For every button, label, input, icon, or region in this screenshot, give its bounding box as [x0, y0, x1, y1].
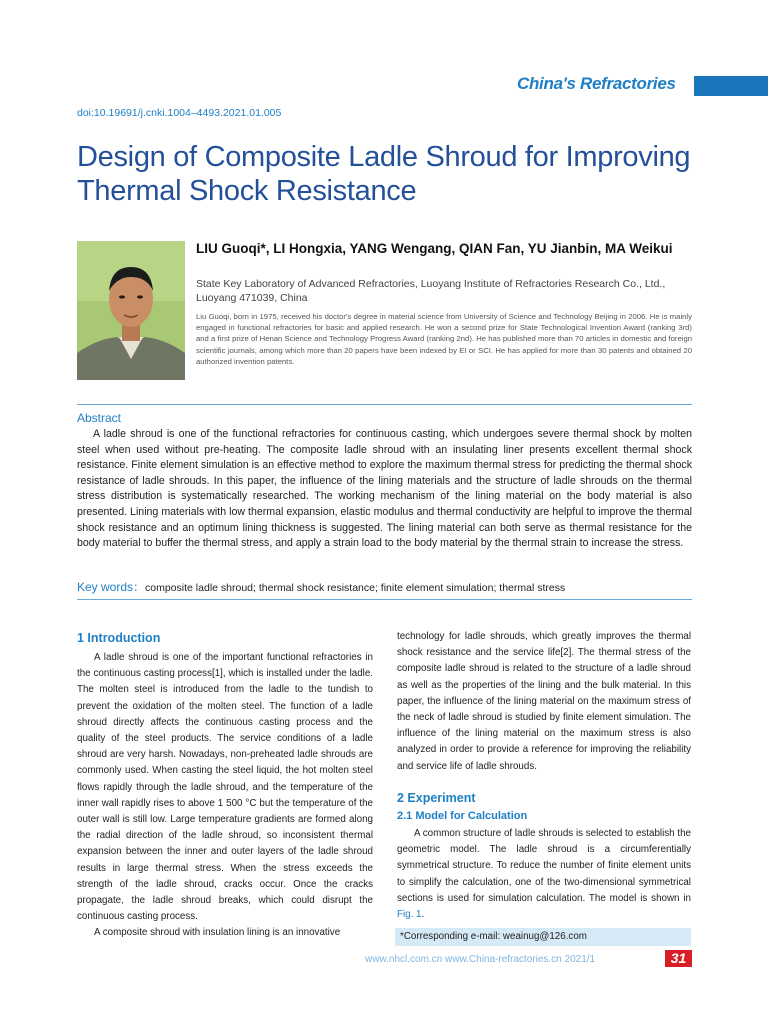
doi-link[interactable]: doi:10.19691/j.cnki.1004–4493.2021.01.005 [77, 107, 282, 119]
section-2-heading: 2 Experiment [397, 791, 476, 805]
footer-sites: www.nhcl.com.cn www.China-refractories.cn 2021/1 [365, 954, 596, 965]
journal-name: China's Refractories [517, 74, 676, 93]
author-portrait-image [77, 241, 185, 380]
article-title: Design of Composite Ladle Shroud for Improving Thermal Shock Resistance [77, 141, 691, 207]
keywords-line [77, 578, 692, 595]
intro-paragraph-2-cont: technology for ladle shrouds, which greatly improves the thermal shock resistance and the service life[2]. The thermal stress of the composite ladle shroud is related to the structure of a ladle shroud as well as the properties of the lining and the bulk material. In this paper, the influence of the lining material on the maximum stress of the neck of ladle shroud is studied by finite element simulation. The influence of the lining material on the maximum stress is also analyzed in order to provide a reference for improving the reliability and service life of ladle shrouds. [397, 631, 691, 772]
abstract-heading: Abstract [77, 411, 122, 425]
divider-top [77, 404, 692, 405]
model-paragraph-text: A common structure of ladle shrouds is selected to establish the geometric model. The ladle shroud is a circumferentially symmetrical structure. To reduce the number of finite element units to simplify the calculation, one of the two-dimensional symmetrical sections is used for simulation calculation. The model is shown in [397, 828, 691, 904]
intro-paragraph-2: A composite shroud with insulation lining is an innovative [94, 927, 341, 939]
keywords-label: Key words： [77, 580, 146, 594]
left-column [77, 650, 373, 942]
keywords-text: composite ladle shroud; thermal shock resistance; finite element simulation; thermal stress [145, 582, 566, 594]
model-paragraph: A common structure of ladle shrouds is selected to establish the geometric model. The ladle shroud is a circumferentially symmetrical structure. To reduce the number of finite element units to simplify the calculation, one of the two-dimensional symmetrical sections is used for simulation calculation. The model is shown in Fig. 1. [397, 828, 691, 921]
author-bio: Liu Guoqi, born in 1975, received his doctor's degree in material science from University of Science and Technology Beijing in 2006. He is mainly engaged in functional refractories for basic and applied research. He won a second prize for State Technological Invention Award (ranking 3rd) and a first prize of Henan Science and Technology Progress Award (ranking 2nd). He has published more than 70 articles in domestic and foreign scientific journals, among which more than 20 papers have been indexed by EI or SCI. He has applied for more than 30 patents and obtained 20 authorized invention patents. [196, 312, 692, 366]
section-2-1-heading: 2.1 Model for Calculation [397, 810, 528, 822]
right-column-bottom [397, 826, 691, 923]
affiliation: State Key Laboratory of Advanced Refractories, Luoyang Institute of Refractories Research Co., Ltd., Luoyang 471039, China [196, 278, 666, 304]
author-photo [77, 241, 185, 380]
abstract-text: A ladle shroud is one of the functional refractories for continuous casting, which undergoes severe thermal shock by molten steel when used without pre-heating. The composite ladle shroud with an insulating liner presents excellent thermal shock resistance. Finite element simulation is an effective method to explore the maximum thermal stress for predicting the thermal shock resistance of ladle shrouds. In this paper, the influence of the lining materials and the structure of ladle shrouds on the thermal stress distribution is systematically researched. The working mechanism of the lining material on the body material is also presented. Lining materials with low thermal expansion, elastic modulus and thermal conductivity are helpful to improve the thermal shock resistance and an optimum lining thickness is suggested. The lining material can both serve as thermal resistance for the body material to buffer the thermal stress, and apply a strain load to the body material by the thermal strain to increase the stress. [77, 428, 692, 550]
author-list: LIU Guoqi*, LI Hongxia, YANG Wengang, QIAN Fan, YU Jianbin, MA Weikui [196, 241, 673, 256]
page-number-badge: 31 [665, 950, 692, 967]
divider-bottom [77, 599, 692, 600]
right-column-top [397, 629, 691, 775]
intro-paragraph-1: A ladle shroud is one of the important functional refractories in the continuous casting process[1], which is installed under the ladle. The molten steel is introduced from the ladle to the tundish to prevent the oxidation of the molten steel. The function of a ladle shroud directly affects the continuous casting process and the quality of the steel products. The service conditions of a ladle shroud are very harsh. Nowadays, non-preheated ladle shrouds are commonly used. When casting the steel liquid, the hot molten steel flows rapidly through the ladle shroud, and the temperature of the inner wall rapidly rises to above 1 500 °C but the temperature of the outer wall is still low. Large temperature gradients are formed along the radial direction of the ladle shroud, so inconsistent thermal expansion between the inner and outer layers of the ladle shroud results in large thermal stress. When the stress exceeds the strength of the ladle shroud, cracks occur. Once the cracks propagate, the ladle shroud breaks, which could disrupt the continuous casting process. [77, 652, 373, 923]
figure-1-link[interactable]: Fig. 1 [397, 909, 422, 921]
corresponding-email: *Corresponding e-mail: weainug@126.com [395, 928, 691, 946]
section-1-heading: 1 Introduction [77, 631, 161, 645]
journal-color-bar [694, 76, 768, 96]
